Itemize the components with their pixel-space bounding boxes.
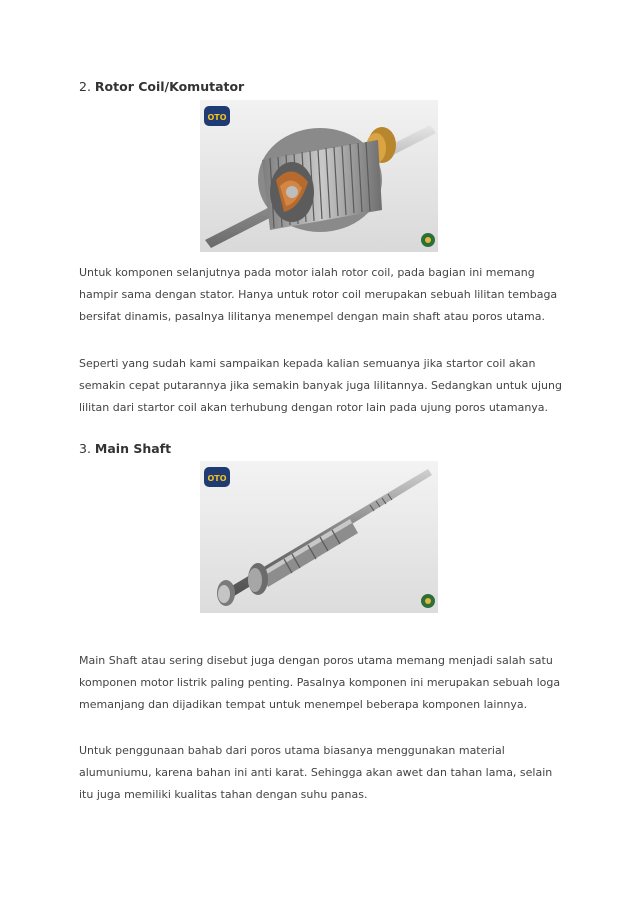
corner-badge-icon: [421, 594, 435, 608]
rotor-coil-illustration: [200, 100, 438, 252]
section-title: Main Shaft: [94, 441, 172, 456]
main-shaft-paragraph-1: Main Shaft atau sering disebut juga dengan poros utama memang menjadi salah satu komponen motor listrik paling penting. Pasalnya komponen ini merupakan sebuah loga memanjang dan dijadikan tempat untuk menempel beberapa komponen lainnya.: [79, 654, 561, 711]
section-number: 3.: [79, 441, 91, 456]
corner-badge-icon: [421, 233, 435, 247]
oto-logo-icon: [204, 106, 230, 126]
section-number: 2.: [79, 79, 91, 94]
oto-logo-icon: [204, 467, 230, 487]
rotor-coil-paragraph-2: Seperti yang sudah kami sampaikan kepada kalian semuanya jika startor coil akan semakin cepat putarannya jika semakin banyak juga lilitannya. Sedangkan untuk ujung lilitan dari startor coil akan terhubung dengan rotor lain pada ujung poros utamanya.: [79, 357, 562, 414]
rotor-coil-image: [200, 100, 438, 252]
logo-text: OTO: [207, 113, 227, 122]
main-shaft-image: [200, 461, 438, 613]
main-shaft-illustration: [200, 461, 438, 613]
section-title: Rotor Coil/Komutator: [94, 79, 245, 94]
section-heading-main-shaft: [79, 441, 171, 456]
logo-text: OTO: [207, 474, 227, 483]
rotor-coil-paragraph-1: Untuk komponen selanjutnya pada motor ialah rotor coil, pada bagian ini memang hampir sama dengan stator. Hanya untuk rotor coil merupakan sebuah lilitan tembaga bersifat dinamis, pasalnya lilitanya menempel dengan main shaft atau poros utama.: [79, 266, 558, 323]
main-shaft-paragraph-2: Untuk penggunaan bahab dari poros utama biasanya menggunakan material alumuniumu, karena bahan ini anti karat. Sehingga akan awet dan tahan lama, selain itu juga memiliki kualitas tahan dengan suhu panas.: [79, 744, 553, 801]
section-heading-rotor-coil: [79, 79, 244, 94]
